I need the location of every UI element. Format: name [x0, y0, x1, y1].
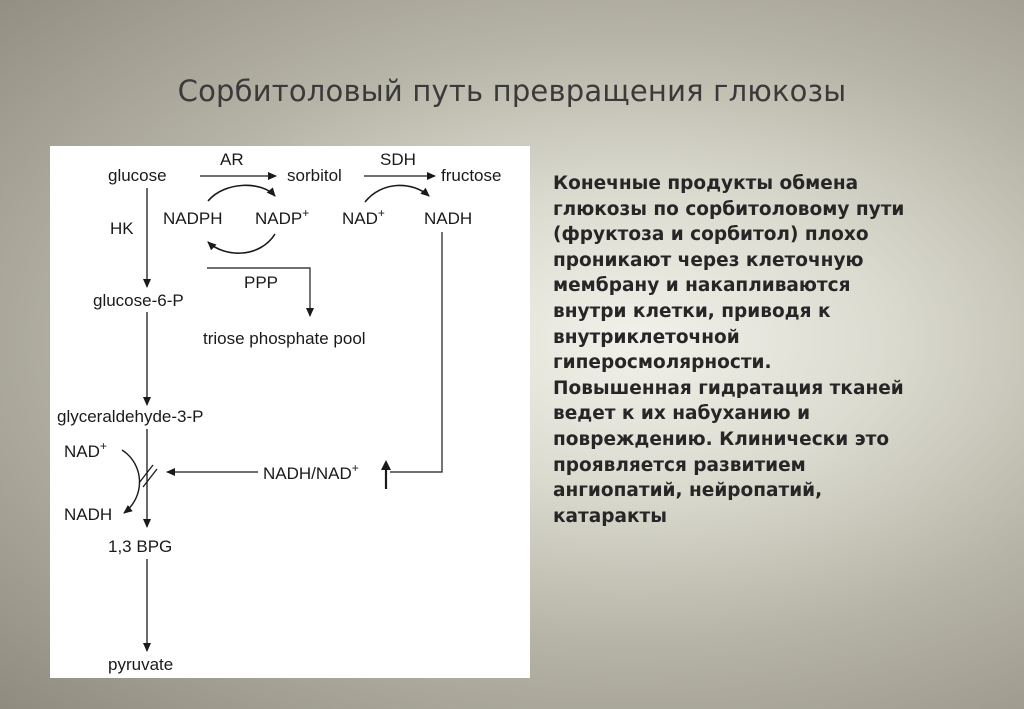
glucose-6-p-label: glucose-6-P — [93, 291, 184, 310]
description-line: внутри клетки, приводя к — [553, 300, 831, 322]
description-line: гиперосмолярности. — [553, 352, 772, 374]
pathway-svg — [50, 146, 530, 678]
nadph-label: NADPH — [163, 209, 223, 228]
triose-phosphate-pool-label: triose phosphate pool — [203, 329, 366, 348]
nad-plus-top-label: NAD+ — [342, 206, 385, 228]
nad-plus-left-label: NAD+ — [64, 439, 107, 461]
description-line: Повышенная гидратация тканей — [553, 377, 904, 399]
description-line: (фруктоза и сорбитол) плохо — [553, 224, 869, 246]
nadh-nad-ratio-label: NADH/NAD+ — [263, 461, 359, 483]
sorbitol-pathway-diagram — [50, 146, 530, 678]
glyceraldehyde-3-p-label: glyceraldehyde-3-P — [57, 407, 204, 426]
inhibition-slash-2 — [143, 469, 157, 487]
nadp-plus-label: NADP+ — [255, 206, 310, 228]
ratio-increase-arrow-icon — [381, 460, 391, 470]
nadp-regeneration-curve — [208, 234, 275, 253]
ppp-label: PPP — [244, 273, 279, 292]
nadh-top-label: NADH — [424, 209, 473, 228]
description-line: ангиопатий, нейропатий, — [553, 480, 823, 502]
sdh-enzyme-label: SDH — [380, 150, 416, 169]
description-line: Конечные продукты обмена — [553, 173, 859, 194]
ar-enzyme-label: AR — [220, 150, 244, 169]
bpg-label: 1,3 BPG — [108, 537, 173, 556]
nad-to-nadh-left-curve — [122, 450, 140, 513]
fructose-label: fructose — [441, 166, 502, 185]
pyruvate-label: pyruvate — [108, 655, 174, 674]
description-text — [553, 171, 983, 529]
nadh-feedback-line — [390, 232, 442, 472]
hk-enzyme-label: HK — [110, 219, 134, 238]
description-line: ведет к их набуханию и — [553, 403, 811, 425]
description-line: проявляется развитием — [553, 454, 806, 476]
sorbitol-label: sorbitol — [287, 166, 342, 185]
description-line: внутриклеточной — [553, 326, 740, 348]
description-line: проникают через клеточную — [553, 249, 864, 271]
slide-title: Сорбитоловый путь превращения глюкозы — [177, 74, 847, 108]
nadph-to-nadp-curve — [208, 185, 275, 201]
description-line: мембрану и накапливаются — [553, 275, 851, 297]
description-line: повреждению. Клинически это — [553, 428, 890, 450]
nad-to-nadh-curve — [365, 185, 429, 202]
glucose-label: glucose — [108, 166, 167, 185]
description-line: катаракты — [553, 505, 667, 527]
nadh-left-label: NADH — [64, 505, 113, 524]
description-line: глюкозы по сорбитоловому пути — [553, 198, 905, 220]
inhibition-slash-1 — [139, 465, 153, 483]
